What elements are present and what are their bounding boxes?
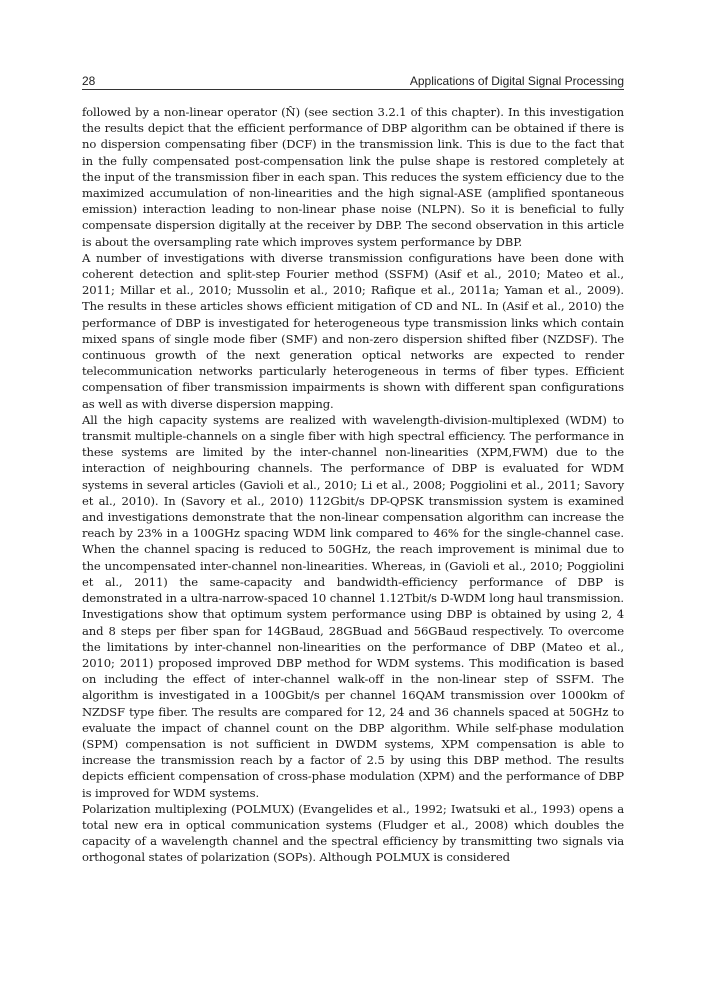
- paragraph-wdm-systems: All the high capacity systems are realized with wavelength-division-multiplexed (WDM) to transmit multiple-channels on a single fiber with high spectral efficiency. The performance in these systems are limited by the inter-channel non-linearities (XPM,FWM) due to the interaction of neighbouring channels. The performance of DBP is evaluated for WDM systems in several articles (Gavioli et al., 2010; Li et al., 2008; Poggiolini et al., 2011; Savory et al., 2010). In (Savory et al., 2010) 112Gbit/s DP-QPSK transmission system is examined and investigations demonstrate that the non-linear compensation algorithm can increase the reach by 23% in a 100GHz spacing WDM link compared to 46% for the single-channel case. When the channel spacing is reduced to 50GHz, the reach improvement is minimal due to the uncompensated inter-channel non-linearities. Whereas, in (Gavioli et al., 2010; Poggiolini et al., 2011) the same-capacity and bandwidth-efficiency performance of DBP is demonstrated in a ultra-narrow-spaced 10 channel 1.12Tbit/s D-WDM long haul transmission. Investigations show that optimum system performance using DBP is obtained by using 2, 4 and 8 steps per fiber span for 14GBaud, 28GBuad and 56GBaud respectively. To overcome the limitations by inter-channel non-linearities on the performance of DBP (Mateo et al., 2010; 2011) proposed improved DBP method for WDM systems. This modification is based on including the effect of inter-channel walk-off in the non-linear step of SSFM. The algorithm is investigated in a 100Gbit/s per channel 16QAM transmission over 1000km of NZDSF type fiber. The results are compared for 12, 24 and 36 channels spaced at 50GHz to evaluate the impact of channel count on the DBP algorithm. While self-phase modulation (SPM) compensation is not sufficient in DWDM systems, XPM compensation is able to increase the transmission reach by a factor of 2.5 by using this DBP method. The results depicts efficient compensation of cross-phase modulation (XPM) and the performance of DBP is improved for WDM systems.: [82, 412, 624, 800]
- paragraph-ssfm-investigations: A number of investigations with diverse transmission configurations have been done with coherent detection and split-step Fourier method (SSFM) (Asif et al., 2010; Mateo et al., 2011; Millar et al., 2010; Mussolin et al., 2010; Rafique et al., 2011a; Yaman et al., 2009). The results in these articles shows efficient mitigation of CD and NL. In (Asif et al., 2010) the performance of DBP is investigated for heterogeneous type transmission links which contain mixed spans of single mode fiber (SMF) and non-zero dispersion shifted fiber (NZDSF). The continuous growth of the next generation optical networks are expected to render telecommunication networks particularly heterogeneous in terms of fiber types. Efficient compensation of fiber transmission impairments is shown with different span configurations as well as with diverse dispersion mapping.: [82, 250, 624, 411]
- running-title: Applications of Digital Signal Processing: [409, 74, 624, 88]
- page-header: [82, 70, 624, 88]
- page-number: 28: [82, 74, 96, 88]
- body-text: [82, 104, 624, 866]
- header-rule: [82, 89, 624, 90]
- paragraph-dbp-dcf: followed by a non-linear operator (N̂) (see section 3.2.1 of this chapter). In this investigation the results depict that the efficient performance of DBP algorithm can be obtained if there is no dispersion compensating fiber (DCF) in the transmission link. This is due to the fact that in the fully compensated post-compensation link the pulse shape is restored completely at the input of the transmission fiber in each span. This reduces the system efficiency due to the maximized accumulation of non-linearities and the high signal-ASE (amplified spontaneous emission) interaction leading to non-linear phase noise (NLPN). So it is beneficial to fully compensate dispersion digitally at the receiver by DBP. The second observation in this article is about the oversampling rate which improves system performance by DBP.: [82, 105, 624, 249]
- paragraph-polmux: Polarization multiplexing (POLMUX) (Evangelides et al., 1992; Iwatsuki et al., 1993) opens a total new era in optical communication systems (Fludger et al., 2008) which doubles the capacity of a wavelength channel and the spectral efficiency by transmitting two signals via orthogonal states of polarization (SOPs). Although POLMUX is considered: [82, 801, 624, 865]
